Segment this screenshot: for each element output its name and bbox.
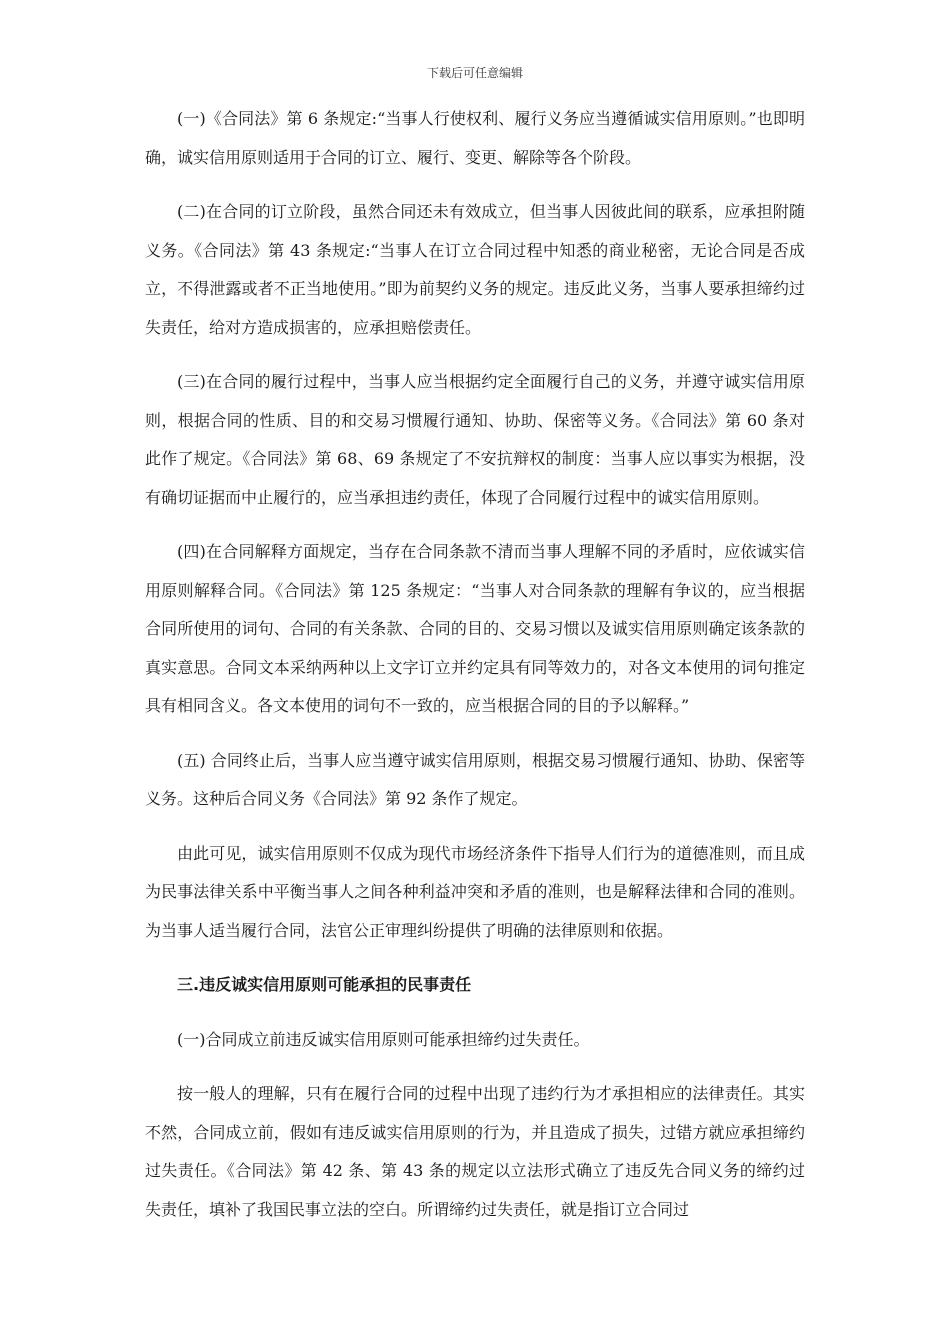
section-paragraph-1: (一)合同成立前违反诚实信用原则可能承担缔约过失责任。 (177, 1029, 590, 1049)
paragraph-5: (五) 合同终止后，当事人应当遵守诚实信用原则，根据交易习惯履行通知、协助、保密等义务。这种后合同义务《合同法》第 92 条作了规定。 (145, 750, 805, 808)
section-paragraph-2: 按一般人的理解，只有在履行合同的过程中出现了违约行为才承担相应的法律责任。其实不然，合同成立前，假如有违反诚实信用原则的行为，并且造成了损失，过错方就应承担缔约过失责任。《合同法》第 42 条、第 43 条的规定以立法形式确立了违反先合同义务的缔约过失责任，填补了我国民事立法的空白。所谓缔约过失责任，就是指订立合同过 (145, 1084, 805, 1219)
paragraph-2: (二)在合同的订立阶段，虽然合同还未有效成立，但当事人因彼此间的联系，应承担附随义务。《合同法》第 43 条规定:“当事人在订立合同过程中知悉的商业秘密，无论合同是否成立，不得泄露或者不正当地使用。”即为前契约义务的规定。违反此义务，当事人要承担缔约过失责任，给对方造成损害的，应承担赔偿责任。 (145, 202, 805, 337)
page-header: 下载后可任意编辑 (426, 66, 523, 80)
paragraph-1: (一)《合同法》第 6 条规定:“当事人行使权利、履行义务应当遵循诚实信用原则。”也即明确，诚实信用原则适用于合同的订立、履行、变更、解除等各个阶段。 (145, 109, 805, 167)
paragraph-6: 由此可见，诚实信用原则不仅成为现代市场经济条件下指导人们行为的道德准则，而且成为民事法律关系中平衡当事人之间各种利益冲突和矛盾的准则，也是解释法律和合同的准则。为当事人适当履行合同，法官公正审理纠纷提供了明确的法律原则和依据。 (145, 843, 805, 940)
section-heading: 三.违反诚实信用原则可能承担的民事责任 (177, 975, 472, 994)
document-body (145, 100, 805, 1245)
paragraph-4: (四)在合同解释方面规定，当存在合同条款不清而当事人理解不同的矛盾时，应依诚实信用原则解释合同。《合同法》第 125 条规定：“当事人对合同条款的理解有争议的，应当根据合同所使用的词句、合同的有关条款、合同的目的、交易习惯以及诚实信用原则确定该条款的真实意思。合同文本采纳两种以上文字订立并约定具有同等效力的，对各文本使用的词句推定具有相同含义。各文本使用的词句不一致的，应当根据合同的目的予以解释。” (145, 542, 805, 715)
paragraph-3: (三)在合同的履行过程中，当事人应当根据约定全面履行自己的义务，并遵守诚实信用原则，根据合同的性质、目的和交易习惯履行通知、协助、保密等义务。《合同法》第 60 条对此作了规定。《合同法》第 68、69 条规定了不安抗辩权的制度：当事人应以事实为根据，没有确切证据而中止履行的，应当承担违约责任，体现了合同履行过程中的诚实信用原则。 (145, 372, 805, 507)
